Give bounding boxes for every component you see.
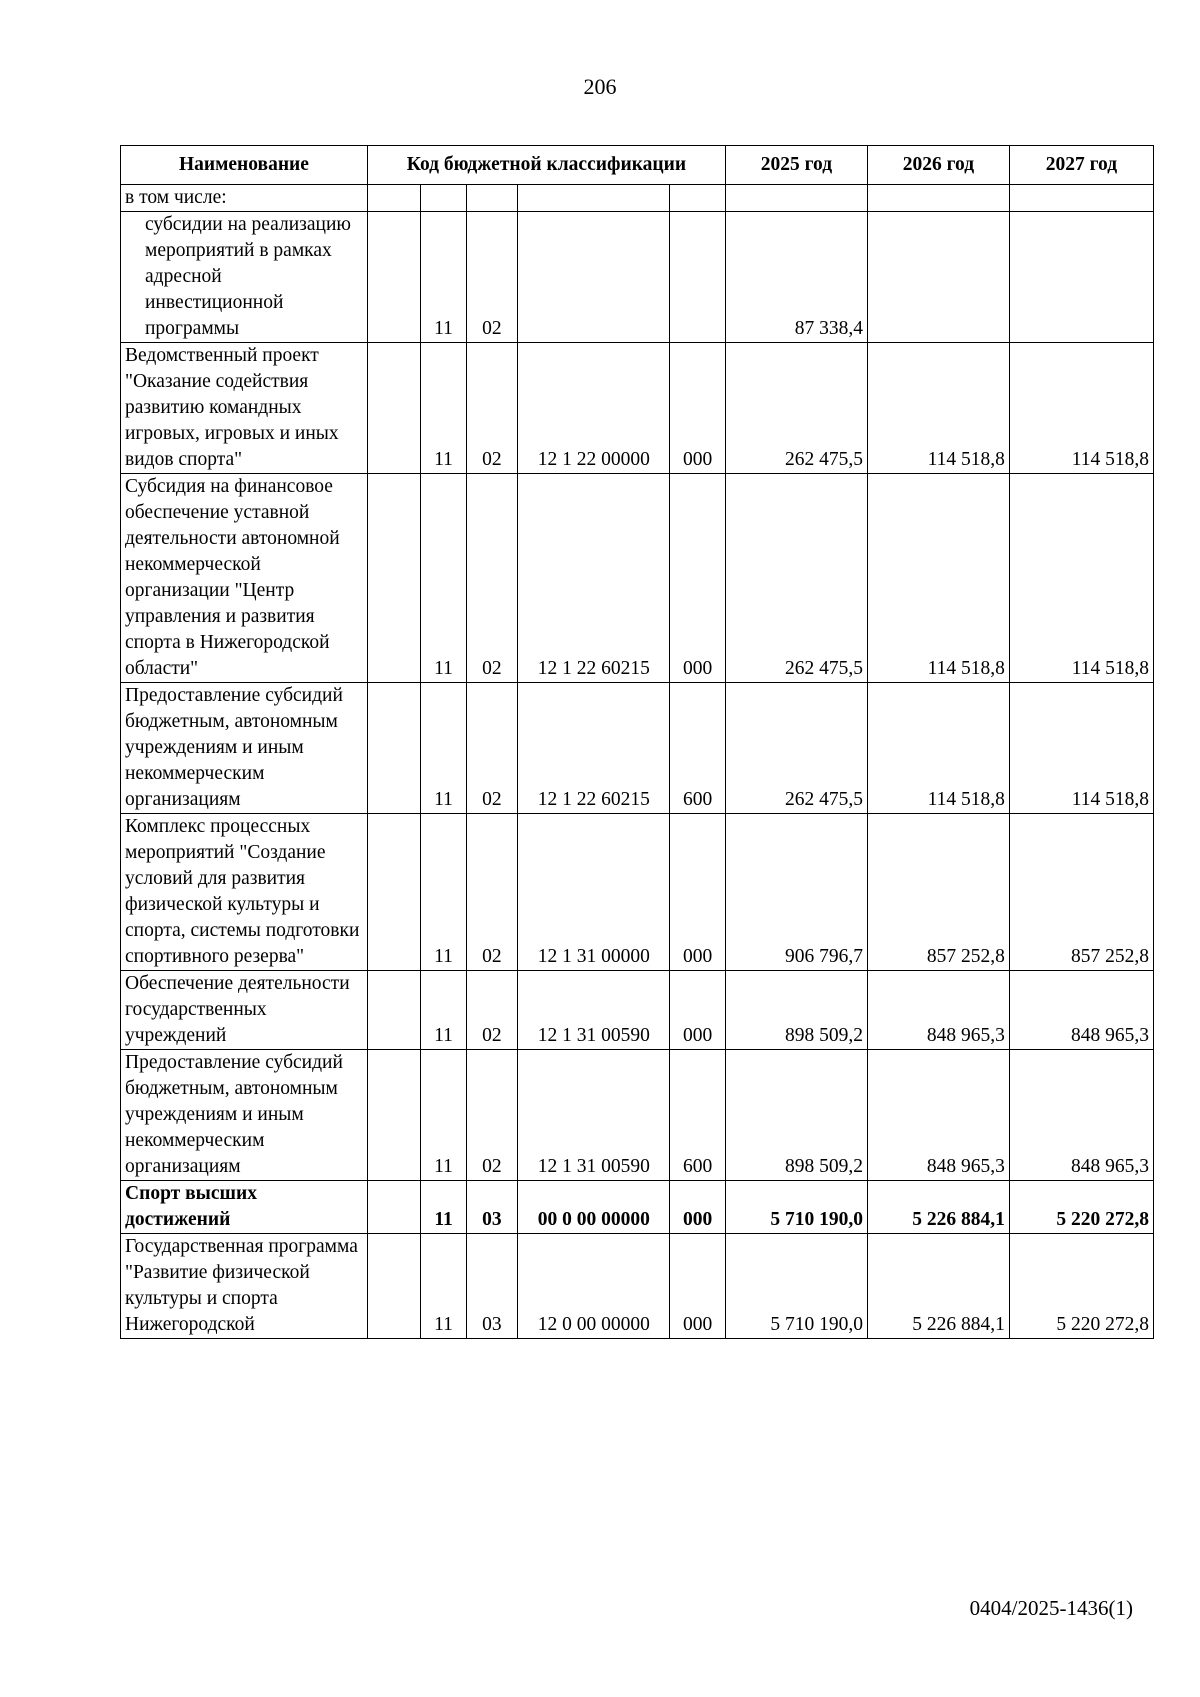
row-target-article: 00 0 00 00000 bbox=[518, 1181, 670, 1234]
table-header-row bbox=[121, 146, 1154, 185]
header-code: Код бюджетной классификации bbox=[367, 146, 725, 185]
row-name: Обеспечение деятельности государственных учреждений bbox=[121, 971, 368, 1050]
row-section-code: 11 bbox=[421, 1234, 466, 1339]
row-value-2026: 114 518,8 bbox=[867, 683, 1009, 814]
row-subsection-code: 02 bbox=[466, 343, 517, 474]
row-value-2025: 87 338,4 bbox=[725, 212, 867, 343]
row-value-2027: 114 518,8 bbox=[1009, 343, 1153, 474]
row-value-2027: 114 518,8 bbox=[1009, 683, 1153, 814]
row-section-code: 11 bbox=[421, 343, 466, 474]
row-target-article: 12 1 22 60215 bbox=[518, 474, 670, 683]
row-name: субсидии на реализацию мероприятий в рамках адресной инвестиционной программы bbox=[121, 212, 368, 343]
row-name: Спорт высших достижений bbox=[121, 1181, 368, 1234]
row-target-article: 12 0 00 00000 bbox=[518, 1234, 670, 1339]
row-value-2026: 857 252,8 bbox=[867, 814, 1009, 971]
row-subsection-code: 03 bbox=[466, 1234, 517, 1339]
row-expense-type: 000 bbox=[670, 343, 726, 474]
row-empty-code bbox=[367, 971, 421, 1050]
row-section-code: 11 bbox=[421, 212, 466, 343]
row-name: Комплекс процессных мероприятий "Создание условий для развития физической культуры и спорта, системы подготовки спортивного резерва" bbox=[121, 814, 368, 971]
row-section-code: 11 bbox=[421, 1181, 466, 1234]
row-empty-code bbox=[367, 683, 421, 814]
row-value-2025: 898 509,2 bbox=[725, 971, 867, 1050]
row-section-code: 11 bbox=[421, 474, 466, 683]
row-expense-type: 000 bbox=[670, 1234, 726, 1339]
row-target-article: 12 1 31 00590 bbox=[518, 1050, 670, 1181]
row-value-2026: 5 226 884,1 bbox=[867, 1234, 1009, 1339]
row-empty-code bbox=[367, 212, 421, 343]
table-row bbox=[121, 814, 1154, 971]
row-subsection-code: 02 bbox=[466, 814, 517, 971]
row-expense-type bbox=[670, 212, 726, 343]
row-target-article: 12 1 31 00590 bbox=[518, 971, 670, 1050]
row-value-2026 bbox=[867, 212, 1009, 343]
page-number: 206 bbox=[583, 74, 617, 99]
table-row bbox=[121, 1234, 1154, 1339]
row-value-2025: 262 475,5 bbox=[725, 683, 867, 814]
row-value-2025: 5 710 190,0 bbox=[725, 1234, 867, 1339]
row-value-2025: 262 475,5 bbox=[725, 343, 867, 474]
table-row bbox=[121, 212, 1154, 343]
row-name: Предоставление субсидий бюджетным, автономным учреждениям и иным некоммерческим организациям bbox=[121, 1050, 368, 1181]
row-expense-type: 600 bbox=[670, 1050, 726, 1181]
row-value-2027: 848 965,3 bbox=[1009, 1050, 1153, 1181]
row-name: Субсидия на финансовое обеспечение уставной деятельности автономной некоммерческой организации "Центр управления и развития спорта в Нижегородской области" bbox=[121, 474, 368, 683]
row-subsection-code: 02 bbox=[466, 1050, 517, 1181]
row-value-2025: 898 509,2 bbox=[725, 1050, 867, 1181]
row-value-2026: 848 965,3 bbox=[867, 1050, 1009, 1181]
row-value-2027: 848 965,3 bbox=[1009, 971, 1153, 1050]
header-2026: 2026 год bbox=[867, 146, 1009, 185]
table-body bbox=[121, 212, 1154, 1339]
row-expense-type: 600 bbox=[670, 683, 726, 814]
row-empty-code bbox=[367, 474, 421, 683]
row-target-article bbox=[518, 212, 670, 343]
table-row bbox=[121, 474, 1154, 683]
row-subsection-code: 02 bbox=[466, 212, 517, 343]
row-expense-type: 000 bbox=[670, 971, 726, 1050]
row-expense-type: 000 bbox=[670, 1181, 726, 1234]
row-value-2025: 906 796,7 bbox=[725, 814, 867, 971]
row-empty-code bbox=[367, 814, 421, 971]
row-value-2027: 857 252,8 bbox=[1009, 814, 1153, 971]
row-section-code: 11 bbox=[421, 1050, 466, 1181]
row-empty-code bbox=[367, 1234, 421, 1339]
header-name: Наименование bbox=[121, 146, 368, 185]
row-target-article: 12 1 22 60215 bbox=[518, 683, 670, 814]
row-value-2026: 5 226 884,1 bbox=[867, 1181, 1009, 1234]
row-section-code: 11 bbox=[421, 971, 466, 1050]
row-value-2027: 114 518,8 bbox=[1009, 474, 1153, 683]
row-subsection-code: 02 bbox=[466, 971, 517, 1050]
row-expense-type: 000 bbox=[670, 474, 726, 683]
row-empty-code bbox=[367, 1181, 421, 1234]
header-2027: 2027 год bbox=[1009, 146, 1153, 185]
table-row bbox=[121, 683, 1154, 814]
row-empty-code bbox=[367, 343, 421, 474]
row-subsection-code: 02 bbox=[466, 683, 517, 814]
table-row bbox=[121, 1181, 1154, 1234]
row-expense-type: 000 bbox=[670, 814, 726, 971]
row-value-2025: 262 475,5 bbox=[725, 474, 867, 683]
row-value-2025: 5 710 190,0 bbox=[725, 1181, 867, 1234]
row-value-2027: 5 220 272,8 bbox=[1009, 1234, 1153, 1339]
row-value-2026: 848 965,3 bbox=[867, 971, 1009, 1050]
table-row bbox=[121, 185, 1154, 212]
header-2025: 2025 год bbox=[725, 146, 867, 185]
row-subsection-code: 03 bbox=[466, 1181, 517, 1234]
table-row bbox=[121, 1050, 1154, 1181]
row-value-2027 bbox=[1009, 212, 1153, 343]
budget-table bbox=[120, 145, 1154, 1339]
row-value-2026: 114 518,8 bbox=[867, 474, 1009, 683]
row-section-code: 11 bbox=[421, 683, 466, 814]
row-empty-code bbox=[367, 1050, 421, 1181]
row-section-code: 11 bbox=[421, 814, 466, 971]
row-subsection-code: 02 bbox=[466, 474, 517, 683]
row-name: Предоставление субсидий бюджетным, автономным учреждениям и иным некоммерческим организациям bbox=[121, 683, 368, 814]
table-row bbox=[121, 343, 1154, 474]
row-value-2027: 5 220 272,8 bbox=[1009, 1181, 1153, 1234]
row-name: Ведомственный проект "Оказание содействия развитию командных игровых, игровых и иных видов спорта" bbox=[121, 343, 368, 474]
row-target-article: 12 1 31 00000 bbox=[518, 814, 670, 971]
row-name: Государственная программа "Развитие физической культуры и спорта Нижегородской bbox=[121, 1234, 368, 1339]
row-target-article: 12 1 22 00000 bbox=[518, 343, 670, 474]
row-value-2026: 114 518,8 bbox=[867, 343, 1009, 474]
table-row bbox=[121, 971, 1154, 1050]
document-id: 0404/2025-1436(1) bbox=[969, 1596, 1133, 1620]
row-in-that-number: в том числе: bbox=[121, 185, 368, 212]
